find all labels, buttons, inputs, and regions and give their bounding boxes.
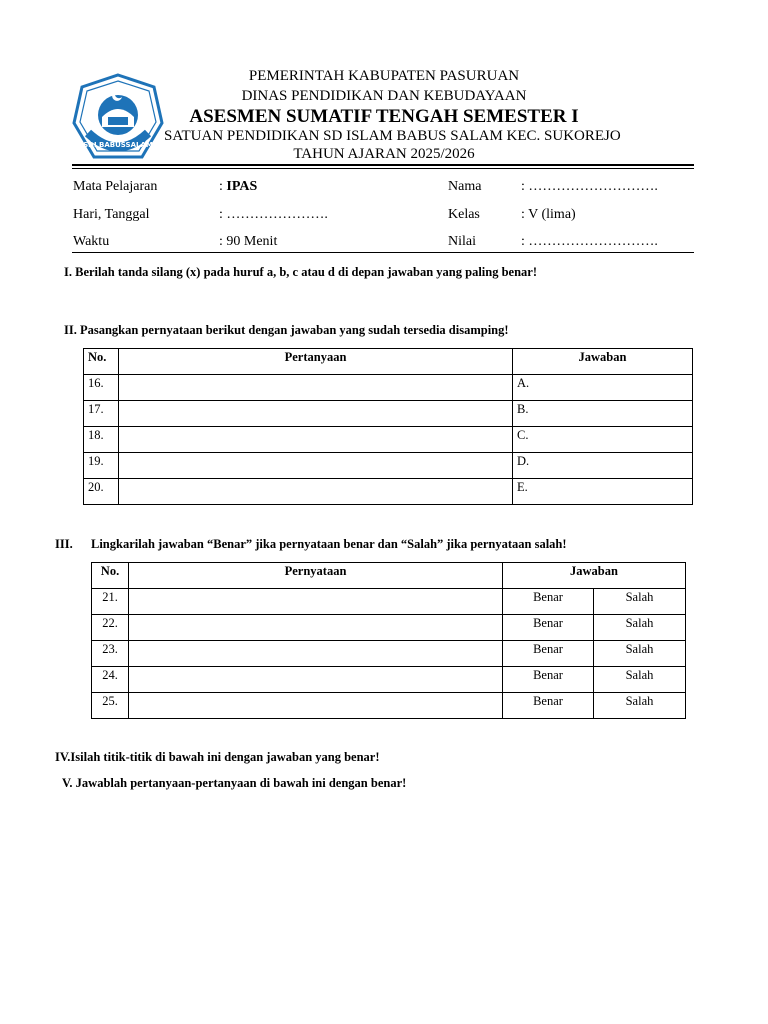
answer-cell: C.: [513, 427, 693, 453]
statement-cell: [129, 693, 503, 719]
score-label: Nilai: [448, 234, 476, 249]
answer-cell: B.: [513, 401, 693, 427]
statement-cell: [129, 615, 503, 641]
benar-option[interactable]: Benar: [503, 667, 594, 693]
table-row: [92, 589, 686, 615]
score-value: : ……………………….: [521, 234, 658, 249]
subject-label: Mata Pelajaran: [73, 179, 158, 194]
col-answer-header: Jawaban: [503, 563, 686, 589]
header-government: PEMERINTAH KABUPATEN PASURUAN: [248, 68, 520, 84]
row-number: 25.: [92, 693, 129, 719]
table-row: [84, 427, 693, 453]
row-number: 19.: [84, 453, 119, 479]
benar-option[interactable]: Benar: [503, 615, 594, 641]
time-label: Waktu: [73, 234, 110, 249]
class-value: : V (lima): [521, 207, 576, 222]
row-number: 18.: [84, 427, 119, 453]
answer-cell: D.: [513, 453, 693, 479]
answer-cell: A.: [513, 375, 693, 401]
logo-text: SDI BABUSSALAM: [83, 141, 153, 149]
true-false-table: [91, 562, 686, 719]
section-5-instruction: V. Jawablah pertanyaan-pertanyaan di bawah ini dengan benar!: [62, 776, 407, 790]
subject-value: : IPAS: [219, 179, 258, 194]
col-no-header: No.: [84, 349, 119, 375]
header-rule-thick: [72, 164, 694, 166]
salah-option[interactable]: Salah: [594, 589, 686, 615]
table-row: [84, 479, 693, 505]
date-value: : ………………….: [219, 207, 328, 222]
row-number: 21.: [92, 589, 129, 615]
row-number: 17.: [84, 401, 119, 427]
table-row: [84, 375, 693, 401]
header-rule-thin: [72, 168, 694, 169]
table-header-row: [84, 349, 693, 375]
section-3-number: III.: [55, 537, 73, 551]
question-cell: [119, 375, 513, 401]
name-label: Nama: [448, 179, 482, 194]
benar-option[interactable]: Benar: [503, 589, 594, 615]
question-cell: [119, 453, 513, 479]
salah-option[interactable]: Salah: [594, 641, 686, 667]
col-no-header: No.: [92, 563, 129, 589]
row-number: 24.: [92, 667, 129, 693]
section-2-instruction: II. Pasangkan pernyataan berikut dengan jawaban yang sudah tersedia disamping!: [64, 323, 509, 337]
salah-option[interactable]: Salah: [594, 667, 686, 693]
benar-option[interactable]: Benar: [503, 641, 594, 667]
row-number: 23.: [92, 641, 129, 667]
table-row: [84, 401, 693, 427]
salah-option[interactable]: Salah: [594, 693, 686, 719]
question-cell: [119, 479, 513, 505]
row-number: 20.: [84, 479, 119, 505]
table-row: [84, 453, 693, 479]
info-rule: [72, 252, 694, 253]
benar-option[interactable]: Benar: [503, 693, 594, 719]
statement-cell: [129, 641, 503, 667]
header-department: DINAS PENDIDIKAN DAN KEBUDAYAAN: [241, 88, 527, 104]
table-header-row: [92, 563, 686, 589]
table-row: [92, 667, 686, 693]
school-name: SATUAN PENDIDIKAN SD ISLAM BABUS SALAM KEC. SUKOREJO: [164, 128, 621, 144]
school-logo: [72, 73, 164, 165]
col-answer-header: Jawaban: [513, 349, 693, 375]
statement-cell: [129, 589, 503, 615]
table-row: [92, 615, 686, 641]
row-number: 16.: [84, 375, 119, 401]
academic-year: TAHUN AJARAN 2025/2026: [293, 146, 475, 162]
date-label: Hari, Tanggal: [73, 207, 150, 222]
answer-cell: E.: [513, 479, 693, 505]
statement-cell: [129, 667, 503, 693]
matching-table: [83, 348, 693, 505]
col-question-header: Pertanyaan: [119, 349, 513, 375]
question-cell: [119, 401, 513, 427]
salah-option[interactable]: Salah: [594, 615, 686, 641]
col-statement-header: Pernyataan: [129, 563, 503, 589]
table-row: [92, 641, 686, 667]
section-1-instruction: I. Berilah tanda silang (x) pada huruf a, b, c atau d di depan jawaban yang paling benar!: [64, 265, 538, 279]
section-3-instruction: Lingkarilah jawaban “Benar” jika pernyataan benar dan “Salah” jika pernyataan salah!: [91, 537, 567, 551]
question-cell: [119, 427, 513, 453]
class-label: Kelas: [448, 207, 480, 222]
section-4-instruction: IV.Isilah titik-titik di bawah ini dengan jawaban yang benar!: [55, 750, 380, 764]
table-row: [92, 693, 686, 719]
name-value: : ……………………….: [521, 179, 658, 194]
row-number: 22.: [92, 615, 129, 641]
time-value: : 90 Menit: [219, 234, 278, 249]
exam-title: ASESMEN SUMATIF TENGAH SEMESTER I: [189, 106, 579, 127]
